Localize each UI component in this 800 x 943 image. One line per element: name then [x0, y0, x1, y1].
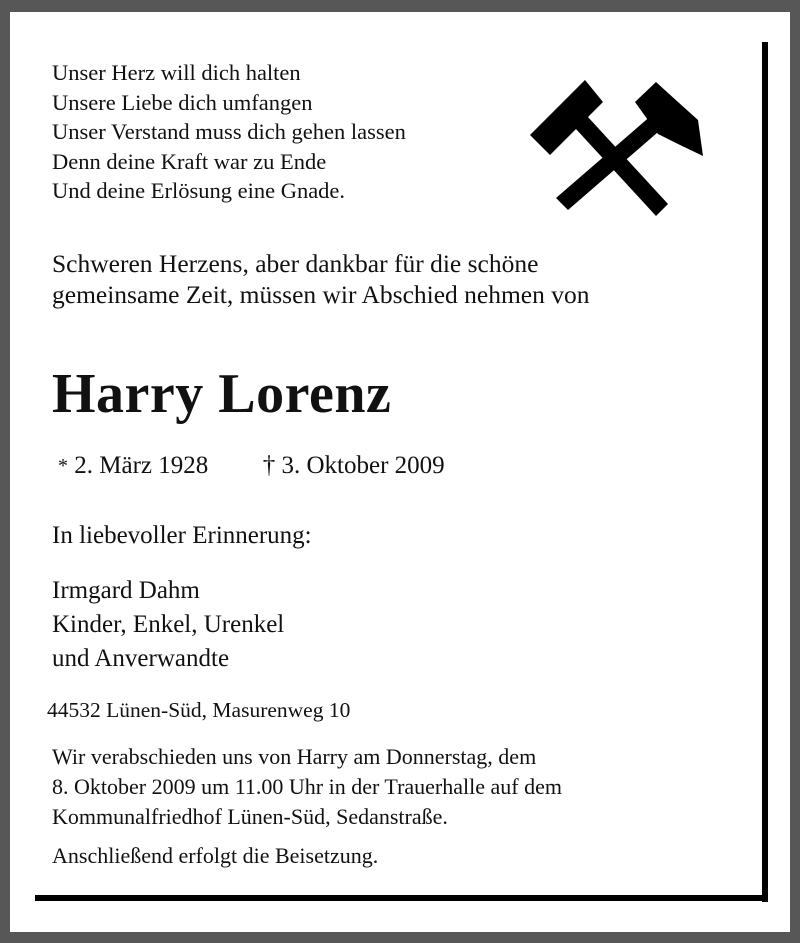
birth-date: 2. März 1928 — [74, 452, 209, 479]
poem-line: Unser Verstand muss dich gehen lassen — [52, 119, 406, 145]
poem-line: Und deine Erlösung eine Gnade. — [52, 178, 346, 204]
family-line: Irmgard Dahm — [52, 577, 200, 604]
intro-line: Schweren Herzens, aber dankbar für die schöne — [52, 249, 539, 278]
funeral-line: Wir verabschieden uns von Harry am Donnerstag, dem — [52, 744, 537, 769]
poem-line: Unsere Liebe dich umfangen — [52, 89, 313, 115]
death-date: 3. Oktober 2009 — [281, 452, 445, 479]
poem — [52, 58, 406, 206]
funeral-line: 8. Oktober 2009 um 11.00 Uhr in der Trauerhalle auf dem — [52, 774, 562, 799]
family-list — [52, 574, 284, 676]
poem-line: Denn deine Kraft war zu Ende — [52, 148, 327, 174]
border-right-line — [762, 42, 768, 902]
life-dates — [58, 452, 445, 480]
intro-line: gemeinsame Zeit, müssen wir Abschied nehmen von — [52, 280, 590, 309]
family-line: Kinder, Enkel, Urenkel — [52, 611, 285, 638]
closing-text: Anschließend erfolgt die Beisetzung. — [52, 843, 379, 868]
death-symbol: † — [262, 452, 276, 479]
funeral-info — [52, 742, 562, 832]
poem-line: Unser Herz will dich halten — [52, 60, 301, 85]
family-line: und Anverwandte — [52, 645, 230, 672]
deceased-name: Harry Lorenz — [52, 363, 392, 425]
funeral-line: Kommunalfriedhof Lünen-Süd, Sedanstraße. — [52, 804, 448, 829]
birth-symbol: * — [58, 455, 68, 477]
memory-heading: In liebevoller Erinnerung: — [52, 522, 312, 549]
crossed-hammers-icon — [528, 44, 708, 219]
address: 44532 Lünen-Süd, Masurenweg 10 — [47, 698, 351, 722]
intro-text — [52, 248, 590, 310]
border-bottom-line — [35, 895, 768, 901]
